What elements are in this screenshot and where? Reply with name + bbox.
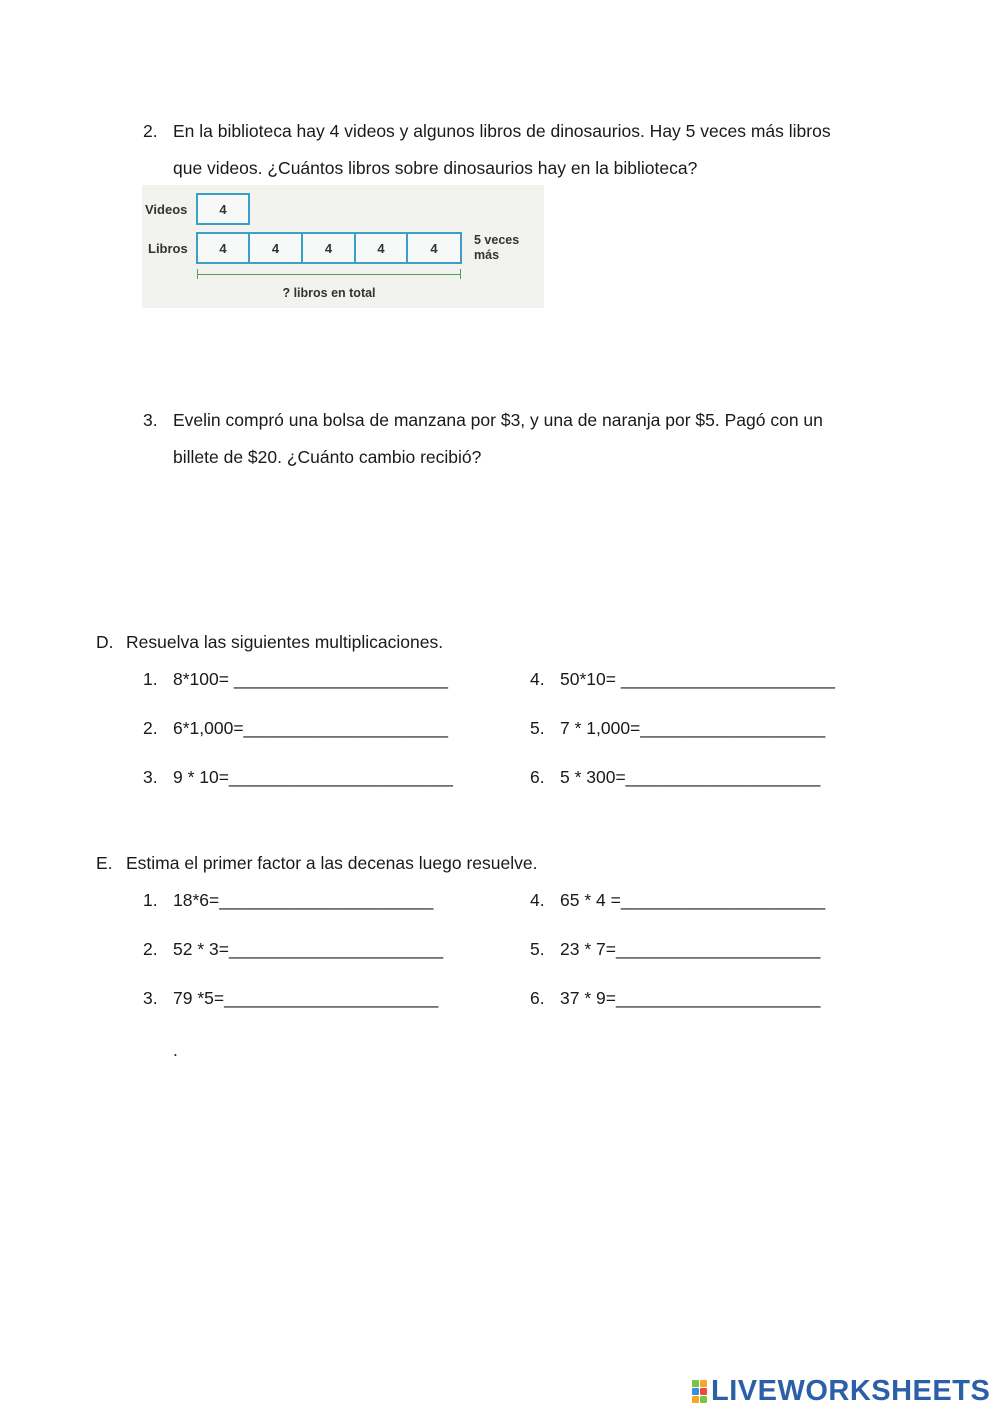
- libros-box-3: 4: [301, 232, 356, 264]
- d-item-2[interactable]: 6*1,000=_____________________: [173, 718, 448, 738]
- d-item-4[interactable]: 50*10= ______________________: [560, 669, 835, 689]
- problem-2-text-line1: En la biblioteca hay 4 videos y algunos libros de dinosaurios. Hay 5 veces más libros: [173, 121, 831, 141]
- e-item-1[interactable]: 18*6=______________________: [173, 890, 434, 910]
- e-item-6-number: 6.: [530, 988, 545, 1008]
- e-item-2-number: 2.: [143, 939, 158, 959]
- d-item-6[interactable]: 5 * 300=____________________: [560, 767, 821, 787]
- bracket-right-tick: [460, 269, 461, 279]
- e-item-1-number: 1.: [143, 890, 158, 910]
- d-item-3[interactable]: 9 * 10=_______________________: [173, 767, 453, 787]
- tape-diagram: [142, 185, 544, 308]
- d-item-5-number: 5.: [530, 718, 545, 738]
- problem-2-text-line2: que videos. ¿Cuántos libros sobre dinosaurios hay en la biblioteca?: [173, 158, 698, 178]
- section-e-title: Estima el primer factor a las decenas luego resuelve.: [126, 853, 538, 873]
- d-item-1-number: 1.: [143, 669, 158, 689]
- liveworksheets-logo: [692, 1375, 990, 1408]
- logo-mark-icon: [692, 1380, 707, 1403]
- e-item-5-number: 5.: [530, 939, 545, 959]
- libros-box-1: 4: [196, 232, 250, 264]
- trailing-dot: .: [173, 1040, 178, 1060]
- section-d-title: Resuelva las siguientes multiplicaciones.: [126, 632, 444, 652]
- bracket-left-tick: [197, 269, 198, 279]
- veces-line2: más: [474, 248, 500, 262]
- total-bracket: [197, 274, 461, 275]
- problem-3-number: 3.: [143, 410, 158, 430]
- d-item-4-number: 4.: [530, 669, 545, 689]
- logo-text: LIVEWORKSHEETS: [711, 1375, 991, 1407]
- e-item-6[interactable]: 37 * 9=_____________________: [560, 988, 821, 1008]
- veces-label: [474, 233, 519, 263]
- veces-line1: 5 veces: [474, 233, 520, 247]
- e-item-3-number: 3.: [143, 988, 158, 1008]
- libros-box-5: 4: [406, 232, 462, 264]
- section-e-letter: E.: [96, 853, 113, 873]
- videos-label: Videos: [145, 202, 188, 217]
- total-label: ? libros en total: [282, 286, 376, 300]
- e-item-2[interactable]: 52 * 3=______________________: [173, 939, 444, 959]
- e-item-4[interactable]: 65 * 4 =_____________________: [560, 890, 826, 910]
- e-item-3[interactable]: 79 *5=______________________: [173, 988, 439, 1008]
- d-item-5[interactable]: 7 * 1,000=___________________: [560, 718, 826, 738]
- section-d-letter: D.: [96, 632, 114, 652]
- libros-box-2: 4: [248, 232, 303, 264]
- d-item-6-number: 6.: [530, 767, 545, 787]
- d-item-3-number: 3.: [143, 767, 158, 787]
- videos-box: 4: [196, 193, 250, 225]
- d-item-2-number: 2.: [143, 718, 158, 738]
- problem-3-text-line1: Evelin compró una bolsa de manzana por $3, y una de naranja por $5. Pagó con un: [173, 410, 823, 430]
- d-item-1[interactable]: 8*100= ______________________: [173, 669, 448, 689]
- e-item-4-number: 4.: [530, 890, 545, 910]
- libros-label: Libros: [148, 241, 188, 256]
- problem-3-text-line2: billete de $20. ¿Cuánto cambio recibió?: [173, 447, 482, 467]
- e-item-5[interactable]: 23 * 7=_____________________: [560, 939, 821, 959]
- problem-2-number: 2.: [143, 121, 158, 141]
- libros-box-4: 4: [354, 232, 408, 264]
